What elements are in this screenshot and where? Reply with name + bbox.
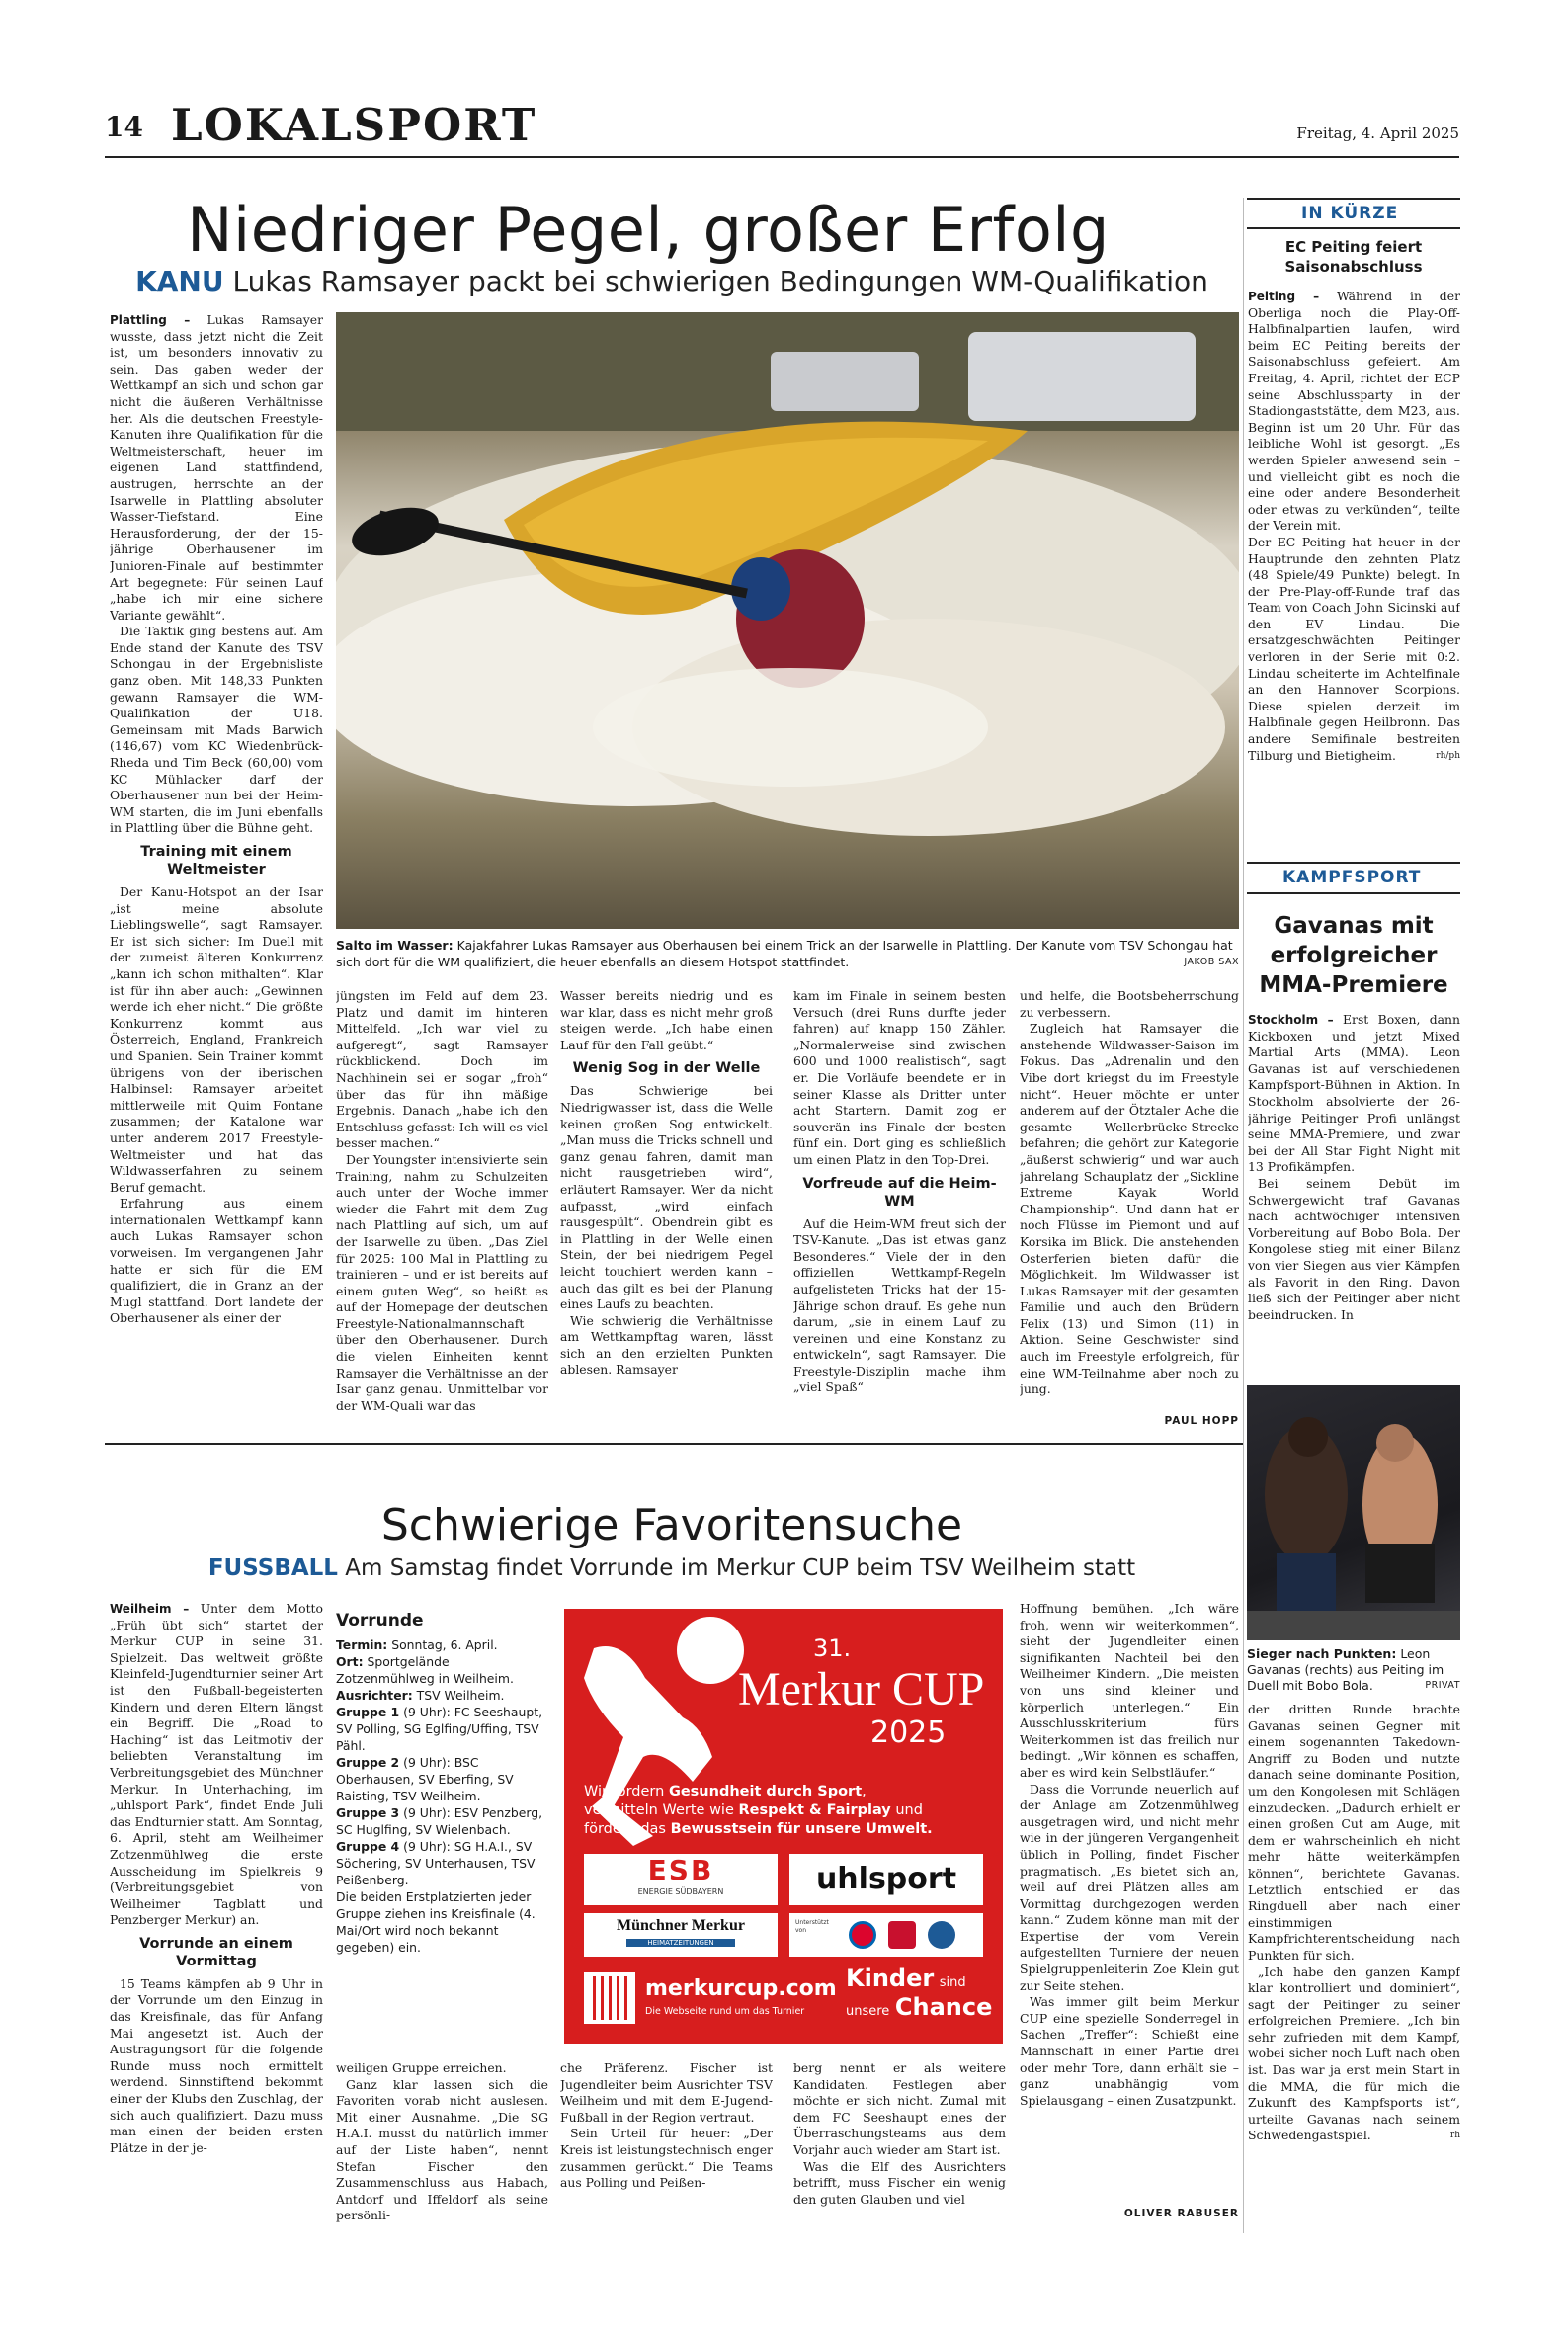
vorrunde-item-text: (9 Uhr): ESV Penzberg, SC Huglfing, SV Wielenbach. (336, 1805, 543, 1837)
ad-url: merkurcup.com (645, 1976, 837, 2001)
caption-text: Kajakfahrer Lukas Ramsayer aus Oberhausen bei einem Trick an der Isarwelle in Plattling. Der Kanute vom TSV Schongau hat sich dort für die WM qualifiziert, die heuer ebenfalls an diesem Hotspot stattfindet. (336, 938, 1233, 969)
vorrunde-item (336, 1653, 548, 1687)
vorrunde-item (336, 1687, 548, 1704)
story1-paragraph: Die Taktik ging bestens auf. Am Ende stand der Kanute des TSV Schongau in der Ergebnisliste ganz oben. Mit 148,33 Punkten gewann Ramsayer die WM-Qualifikation der U18. Gemeinsam mit Mads Barwich (146,67) vom KC Wiedenbrück-Rheda und Tim Beck (60,00) vom KC Mühlacker darf der Oberhausener nun bei der Heim-WM starten, die im Juni ebenfalls in Plattling über die Bühne geht. (110, 624, 323, 836)
mma-caption (1247, 1646, 1460, 1694)
qr-code-icon (584, 1972, 635, 2024)
ad-brand: Merkur CUP (738, 1663, 985, 1715)
ad-year: 2025 (870, 1715, 947, 1750)
sidebar-rule (1247, 892, 1460, 894)
story2-paragraph: Unter dem Motto „Früh übt sich“ startet der Merkur CUP in seine 31. Spielzeit. Das weltweit größte Kleinfeld-Jugendturnier seiner Art ist den Fußball-begeisterten Kindern und deren Eltern längst ein Begriff. Die „Road to Haching“ ist das Leitmotiv der beliebten Veranstaltung im Verbreitungsgebiet des Münchner Merkur. In Unterhaching, im „uhlsport Park“, findet Ende Juli das Endturnier statt. Am Sonntag, 6. April, steht am Weilheimer Zotzenmühlweg die erste Ausscheidung im Spielkreis 9 (Verbreitungsgebiet von Weilheimer Tagblatt und Penzberger Merkur) an. (110, 1601, 323, 1928)
inkuerze-paragraph: Während in der Oberliga noch die Play-Off-Halbfinalpartien laufen, wird beim EC Peiting bereits der Saisonabschluss gefeiert. Am Freitag, 4. April, richtet der ECP seine Abschlussparty in der Stadiongaststätte, dem M23, aus. Beginn ist um 20 Uhr. Für das leibliche Wohl ist gesorgt. „Es werden Spieler anwesend sein – und vielleicht gibt es noch die eine oder andere Besonderheit oder etwas zu verkünden“, teilte der Verein mit. (1248, 289, 1460, 534)
ad-slogan-text: Wir fördern (584, 1784, 669, 1799)
story2-paragraph: 15 Teams kämpfen ab 9 Uhr in der Vorrunde um den Einzug in das Kreisfinale, das für Anfang Mai angesetzt ist. Auch der Austragungsort für die folgende Runde muss noch ermittelt werdend. Sinnstiftend bekommt einer der Klubs den Zuschlag, der sich auch qualifiziert. Dazu muss man einen der beiden ersten Plätze in der je- (110, 1975, 323, 2155)
story1-subheading-2: Wenig Sog in der Welle (572, 1060, 761, 1077)
kampfsport-body-2 (1248, 1702, 1460, 2217)
vorrunde-item-label: Ort: (336, 1654, 364, 1669)
caption-label: Salto im Wasser: (336, 938, 454, 953)
sponsor-esb-logo: ESB (647, 1854, 714, 1886)
inkuerze-title: EC Peiting feiert Saisonabschluss (1284, 238, 1423, 276)
vorrunde-item-text: (9 Uhr): BSC Oberhausen, SV Eberfing, SV Raisting, TSV Weilheim. (336, 1755, 514, 1803)
story1-subhead (105, 265, 1239, 297)
story1-headline: Niedriger Pegel, großer Erfolg (187, 194, 1110, 266)
kampfsport-body (1248, 1012, 1460, 1368)
story2-paragraph: Was immer gilt beim Merkur CUP eine spezielle Sonderregel in Sachen „Treffer“: Schießt eine Mannschaft in einer Partie drei oder mehr Tore, dann erhält sie – ganz unabhängig vom Spielausgang – einen Zusatzpunkt. (1020, 1994, 1239, 2108)
story2-paragraph: Dass die Vorrunde neuerlich auf der Anlage am Zotzenmühlweg ausgetragen wird, und nicht mehr wie in der jüngeren Vergangenheit üblich in Polling, findet Fischer pragmatisch. „Es bietet sich an, weil auf drei Plätzen alles am Vormittag durchgezogen werden kann.“ Zudem könne man mit der Expertise der vom Verein aufgestellten Turniere der neuen Spielgruppenleiterin Zoe Klein gut zur Seite stehen. (1020, 1781, 1239, 1993)
vorrunde-item-label: Gruppe 3 (336, 1805, 400, 1820)
ad-slogan-text: vermitteln Werte wie (584, 1802, 739, 1818)
story2-dateline: Weilheim – (110, 1602, 190, 1616)
caption-label: Sieger nach Punkten: (1247, 1646, 1397, 1661)
story1-paragraph: kam im Finale in seinem besten Versuch (drei Runs durfte jeder fahren) auf knapp 150 Zähler. „Normalerweise sind zwischen 600 und 1000 realistisch“, sagt er. Die Vorläufe beendete er in seiner Klasse als Dritter unter acht Startern. Damit zog er souverän ins Finale der besten fünf ein. Dort ging es schließlich um einen Platz in den Top-Drei. (793, 988, 1006, 1167)
kampfsport-paragraph: Erst Boxen, dann Kickboxen und jetzt Mixed Martial Arts (MMA). Leon Gavanas ist auf verschiedenen Kampfsport-Bühnen in Aktion. In Stockholm absolvierte der 26-jährige Peitinger Profi unlängst seine MMA-Premiere, und zwar bei der All Star Fight Night mit 13 Profikämpfen. (1248, 1012, 1460, 1175)
story1-paragraph: Erfahrung aus einem internationalen Wettkampf kann auch Lukas Ramsayer schon vorweisen. Im vergangenen Jahr hatte er sich für die EM qualifiziert, die in Granz an der Mugl stattfand. Dort landete der Oberhausener als einer der (110, 1196, 323, 1326)
ad-slogan-bold: Respekt & Fairplay (738, 1802, 891, 1818)
vorrunde-item-text: (9 Uhr): FC Seeshaupt, SV Polling, SG Eglfing/Uffing, TSV Pähl. (336, 1705, 543, 1753)
vorrunde-item-text: Sonntag, 6. April. (391, 1637, 498, 1652)
sidebar-rule (1247, 862, 1460, 864)
sidebar-rule-top (1247, 198, 1460, 200)
story2-paragraph: che Präferenz. Fischer ist Jugendleiter beim Ausrichter TSV Weilheim und mit dem E-Jugend-Fußball in der Region vertraut. (560, 2060, 773, 2125)
story1-byline: PAUL HOPP (1164, 1415, 1239, 1427)
kayak-photo-caption (336, 937, 1239, 970)
vorrunde-item (336, 1838, 548, 1888)
story1-paragraph: Zugleich hat Ramsayer die anstehende Wildwasser-Saison im Fokus. Das „Adrenalin und den Vibe dort kriegst du im Freestyle nicht“. Heuer möchte er unter anderem auf der Ötztaler Ache die gesamte Wellerbrücke-Strecke befahren; die gehört zur Kategorie „äußerst schwierig“ und war auch jahrelang Schauplatz der „Sickline Extreme Kayak World Championship“. Und dann hat er noch Flüsse im Piemont und auf Korsika im Blick. Die anstehenden Osterferien bieten dafür die Möglichkeit. Im Wildwasser ist Lukas Ramsayer mit der gesamten Familie und auch den Brüdern Felix (13) und Simon (11) in Aktion. Seine Geschwister sind auch im Freestyle erfolgreich, für eine WM-Teilnahme aber noch zu jung. (1020, 1021, 1239, 1397)
vorrunde-item-text: TSV Weilheim. (416, 1688, 505, 1703)
story2-subhead (105, 1555, 1239, 1581)
story2-paragraph: Hoffnung bemühen. „Ich wäre froh, wenn wir weiterkommen“, sieht der Jugendleiter einen signifikanten Nachteil bei den Weilheimer Kindern. „Die meisten von uns sind kleiner und körperlich unterlegen.“ Ein Ausschlusskriterium fürs Weiterkommen ist das freilich nur bedingt. „Wir können es schaffen, aber es wird kein Selbstläufer.“ (1020, 1601, 1239, 1780)
story1-column-1 (110, 312, 323, 1434)
merkur-cup-ad (564, 1609, 1003, 2044)
story1-subhead-text: Lukas Ramsayer packt bei schwierigen Bedingungen WM-Qualifikation (232, 265, 1208, 297)
story1-subheading-1: Training mit einem Weltmeister (140, 844, 292, 878)
ad-kinder-slogan (846, 1966, 994, 2024)
ad-chance: Chance (894, 1993, 993, 2021)
kayak-illustration (336, 312, 1239, 929)
kampfsport-paragraph: der dritten Runde brachte Gavanas seinen Gegner mit einem sogenannten Takedown-Angriff zu Boden und nutzte danach seine dominante Position, um den Kongolesen mit Schlägen einzudecken. „Dadurch erhielt er einen großen Cut am Auge, mit dem er wahrscheinlich eh nicht mehr hätte weiterkämpfen können“, berichtete Gavanas. Letztlich entschied er das Ringduell aber nach einer einstimmigen Kampfrichterentscheidung nach Punkten für sich. (1248, 1702, 1460, 1963)
story1-paragraph: Der Kanu-Hotspot an der Isar „ist meine absolute Lieblingswelle“, sagt Ramsayer. Er ist sich sicher: Im Duell mit der zumeist älteren Konkurrenz „kann ich schon mithalten“. Klar ist für ihn aber auch: „Gewinnen werde ich eher nicht.“ Die größte Konkurrenz kommt aus Österreich, England, Frankreich und Spanien. Sein Trainer kommt übrigens von der iberischen Halbinsel: Ramsayer arbeitet mittlerweile mit Quim Fontane zusammen; der Katalone war unter anderem 2017 Freestyle-Weltmeister und hat das Wildwasserfahren zu seinem Beruf gemacht. (110, 884, 323, 1195)
story2-column-5 (1020, 1601, 1239, 2206)
club-badge-icon (888, 1921, 916, 1949)
story2-headline: Schwierige Favoritensuche (380, 1500, 963, 1550)
story1-column-4 (793, 988, 1006, 1434)
sidebar-rule (1247, 227, 1460, 229)
vorrunde-item-label: Termin: (336, 1637, 388, 1652)
vorrunde-item-text: Die beiden Erstplatzierten jeder Gruppe ziehen ins Kreisfinale (4. Mai/Ort wird noch bekannt gegeben) ein. (336, 1889, 536, 1955)
vorrunde-item-text: Sportgelände Zotzenmühlweg in Weilheim. (336, 1654, 514, 1686)
story-divider (105, 1443, 1243, 1445)
story2-column-2 (336, 2060, 548, 2223)
inkuerze-body (1248, 289, 1460, 832)
story2-paragraph: berg nennt er als weitere Kandidaten. Festlegen aber möchte er sich nicht. Zumal mit dem FC Seeshaupt eines der Überraschungsteams aus dem Vorjahr auch wieder am Start ist. (793, 2060, 1006, 2157)
vorrunde-item-label: Ausrichter: (336, 1688, 413, 1703)
kampfsport-paragraph: „Ich habe den ganzen Kampf klar kontrolliert und dominiert“, sagt der Peitinger zu seiner erfolgreichen Premiere. „Ich bin sehr zufrieden mit dem Kampf, wobei sicher noch Luft nach oben ist. Das war ja erst mein Start in die MMA, die für mich die Zukunft des Kampfsports ist“, urteilte Gavanas nach seinem Schwedengastspiel. (1248, 1964, 1460, 2143)
story2-paragraph: Ganz klar lassen sich die Favoriten vorab nicht auslesen. Mit einer Ausnahme. „Die SG H.A.I. musst du natürlich immer auf der Liste haben“, nennt Stefan Fischer den Zusammenschluss aus Habach, Antdorf und Iffeldorf als seine persönli- (336, 2076, 548, 2223)
story1-subheading-3: Vorfreude auf die Heim-WM (802, 1175, 997, 1210)
story1-dateline: Plattling – (110, 313, 191, 327)
story1-paragraph: jüngsten im Feld auf dem 23. Platz und damit im hinteren Mittelfeld. „Ich war viel zu aufgeregt“, sagt Ramsayer rückblickend. Doch im Nachhinein sei er sogar „froh“ über das für ihn mäßige Ergebnis. Danach „habe ich den Entschluss gefasst: Ich will es viel besser machen.“ (336, 988, 548, 1151)
vorrunde-box (336, 1601, 548, 2046)
vorrunde-title: Vorrunde (336, 1611, 424, 1630)
ad-slogan-text: und (890, 1802, 923, 1818)
section-title: LOKALSPORT (171, 99, 537, 151)
story2-byline: OLIVER RABUSER (1123, 2208, 1239, 2219)
club-badge-icon (928, 1921, 955, 1949)
kayak-photo (336, 312, 1239, 929)
vorrunde-item (336, 1804, 548, 1838)
story1-paragraph: Der Youngster intensivierte sein Training, nahm zu Schulzeiten auch unter der Woche immer wieder die Fahrt mit dem Zug nach Plattling auf sich, um auf der Isarwelle zu üben. „Das Ziel für 2025: 100 Mal in Plattling zu trainieren – und er ist bereits auf einem guten Weg“, so heißt es auf der Homepage der deutschen Freestyle-Nationalmannschaft über den Oberhausener. Durch die vielen Einheiten kennt Ramsayer die Verhältnisse an der Isar ganz genau. Unmittelbar vor der WM-Quali war das (336, 1151, 548, 1413)
ad-url-sub: Die Webseite rund um das Turnier (645, 2006, 805, 2017)
caption-text: Leon Gavanas (rechts) aus Peiting im Duell mit Bobo Bola. (1247, 1646, 1444, 1693)
story1-column-5 (1020, 988, 1239, 1413)
inkuerze-paragraph: Der EC Peiting hat heuer in der Hauptrunde den zehnten Platz (48 Spiele/49 Punkte) belegt. In der Pre-Play-off-Runde traf das Team von Coach John Sicinski auf den EV Lindau. Die ersatzgeschwächten Peitinger verloren in der Serie mit 0:2. Lindau scheiterte im Achtelfinale an den Hannover Scorpions. Diese spielen derzeit im Halbfinale gegen Heilbronn. Das andere Semifinale bestreiten Tilburg und Bietigheim. (1248, 534, 1460, 763)
header-rule (105, 156, 1459, 158)
vorrunde-item (336, 1754, 548, 1804)
story1-column-2 (336, 988, 548, 1434)
vorrunde-list (336, 1636, 548, 1956)
story2-column-3 (560, 2060, 773, 2223)
story1-paragraph: Auf die Heim-WM freut sich der TSV-Kanute. „Das ist etwas ganz Besonderes.“ Viele der in den offiziellen Wettkampf-Regeln aufgelisteten Tricks hat der 15-Jährige schon drauf. Es gehe nun darum, „sie in einem Lauf zu vereinen und eine Konstanz zu entwickeln“, sagt Ramsayer. Die Freestyle-Disziplin mache ihm „viel Spaß“ (793, 1215, 1006, 1395)
story2-paragraph: Sein Urteil für heuer: „Der Kreis ist leistungstechnisch enger zusammen gerückt.“ Die Teams aus Polling und Peißen- (560, 2126, 773, 2191)
story2-subhead-text: Am Samstag findet Vorrunde im Merkur CUP beim TSV Weilheim statt (345, 1555, 1136, 1581)
sponsor-esb-sub: ENERGIE SÜDBAYERN (637, 1887, 724, 1896)
story1-paragraph: Wasser bereits niedrig und es war klar, dass es nicht mehr groß steigen werde. „Ich habe einen Lauf für den Fall geübt.“ (560, 988, 773, 1052)
supported-by-label: Unterstützt von (795, 1919, 829, 1934)
vorrunde-item-label: Gruppe 2 (336, 1755, 400, 1770)
story2-kicker: FUSSBALL (207, 1555, 338, 1581)
inkuerze-credit: rh/ph (1436, 750, 1460, 761)
inkuerze-dateline: Peiting – (1248, 290, 1320, 303)
ad-slogan-bold: Bewusstsein für unsere Umwelt. (670, 1821, 933, 1837)
kampfsport-credit: rh (1449, 2131, 1460, 2141)
kampfsport-dateline: Stockholm – (1248, 1013, 1334, 1027)
inkuerze-label: IN KÜRZE (1301, 204, 1399, 223)
mma-photo (1247, 1385, 1460, 1640)
vorrunde-item-label: Gruppe 1 (336, 1705, 400, 1719)
kampfsport-title: Gavanas mit erfolgreicher MMA-Premiere (1259, 913, 1448, 998)
photo-credit: JAKOB SAX (1184, 957, 1239, 967)
vorrunde-item-text: (9 Uhr): SG H.A.I., SV Söchering, SV Unterhausen, TSV Peißenberg. (336, 1839, 536, 1887)
column-separator (1243, 198, 1244, 2233)
page-number: 14 (105, 111, 143, 143)
story2-subheading-1: Vorrunde an einem Vormittag (139, 1935, 293, 1969)
vorrunde-item (336, 1704, 548, 1754)
sponsor-esb (584, 1854, 778, 1905)
sponsor-uhlsport: uhlsport (789, 1854, 983, 1905)
story2-paragraph: Was die Elf des Ausrichters betrifft, muss Fischer ein wenig den guten Glauben und viel (793, 2158, 1006, 2207)
supporter-logos (789, 1913, 983, 1957)
kampfsport-paragraph: Bei seinem Debüt im Schwergewicht traf Gavanas nach achtwöchiger intensiven Vorbereitung auf Bobo Bola. Der Kongolese stieg mit einer Bilanz von vier Siegen aus vier Kämpfen als Favorit in den Ring. Davon ließ sich der Peitinger aber nicht beeindrucken. In (1248, 1175, 1460, 1322)
sponsor-merkur (584, 1913, 778, 1957)
vorrunde-item-label: Gruppe 4 (336, 1839, 400, 1854)
story1-paragraph: Das Schwierige bei Niedrigwasser ist, dass die Welle keinen großen Sog entwickelt. „Man muss die Tricks schnell und ganz genau fahren, damit man nicht rausgetrieben wird“, erläutert Ramsayer. Wer da nicht aufpasst, „wird einfach rausgespült“. Obendrein gibt es in Plattling in der Welle einen Stein, der bei niedrigem Pegel leicht touchiert werden kann – auch das gilt es bei der Planung eines Laufs zu beachten. (560, 1083, 773, 1312)
ad-sind: sind (939, 1975, 966, 1990)
ad-unsere: unsere (846, 2004, 890, 2019)
ad-slogan-text: , (862, 1784, 867, 1799)
club-badge-icon (849, 1921, 876, 1949)
ad-edition: 31. (813, 1634, 852, 1662)
sponsor-merkur-sub: HEIMATZEITUNGEN (626, 1939, 735, 1947)
story2-column-4 (793, 2060, 1006, 2223)
ad-kinder: Kinder (846, 1964, 935, 1992)
ad-slogan-text: fördern das (584, 1821, 671, 1837)
ad-slogan-bold: Gesundheit durch Sport (668, 1784, 863, 1799)
vorrunde-item (336, 1888, 548, 1956)
kampfsport-label: KAMPFSPORT (1282, 868, 1422, 887)
vorrunde-item (336, 1636, 548, 1653)
issue-date: Freitag, 4. April 2025 (1296, 125, 1459, 142)
story1-paragraph: und helfe, die Bootsbeherrschung zu verbessern. (1020, 988, 1239, 1020)
story2-paragraph: weiligen Gruppe erreichen. (336, 2060, 507, 2075)
story1-column-3 (560, 988, 773, 1434)
story1-kicker: KANU (135, 265, 224, 297)
photo-credit: PRIVAT (1425, 1680, 1460, 1691)
story1-paragraph: Wie schwierig die Verhältnisse am Wettkampftag waren, lässt sich an den erzielten Punkten ablesen. Ramsayer (560, 1312, 773, 1378)
mma-illustration (1247, 1385, 1460, 1640)
sponsor-merkur-logo: Münchner Merkur (617, 1917, 745, 1934)
ad-slogan (584, 1783, 989, 1839)
story2-column-1 (110, 1601, 323, 2223)
story1-paragraph: Lukas Ramsayer wusste, dass jetzt nicht die Zeit ist, um besonders innovativ zu sein. Das gaben weder der Wettkampf an sich und schon gar nicht die äußeren Verhältnisse her. Als die deutschen Freestyle-Kanuten ihre Qualifikation für die Weltmeisterschaft, heuer im eigenen Land stattfindend, austrugen, herrschte an der Isarwelle in Plattling absoluter Wasser-Tiefstand. Eine Herausforderung, der der 15-jährige Oberhausener im Junioren-Finale auf bestimmter Art begegnete: Für seinen Lauf „habe ich mir eine sichere Variante gewählt“. (110, 312, 323, 623)
